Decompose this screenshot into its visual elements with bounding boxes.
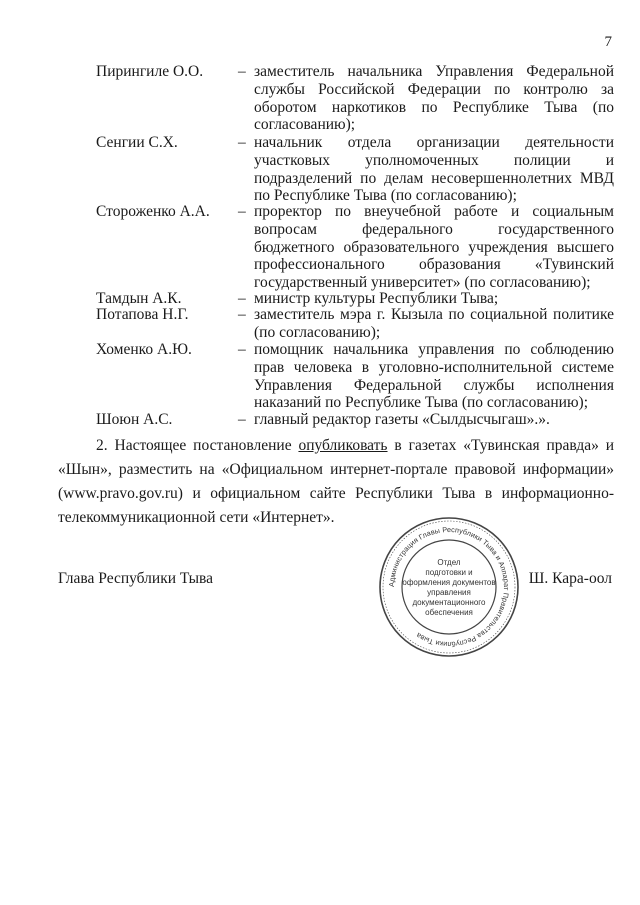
member-entry: [96, 411, 614, 429]
member-name: Сенгии С.Х.: [96, 134, 178, 151]
publication-paragraph: [58, 434, 614, 530]
stamp-center-line: управления: [427, 588, 471, 597]
member-description: заместитель мэра г. Кызыла по социальной политике (по согласованию);: [254, 306, 614, 341]
member-dash: –: [238, 290, 246, 307]
stamp-ring-text: Администрация Главы Республики Тыва и Аппарат Правительства Республики Тыва: [386, 524, 512, 650]
member-description: помощник начальника управления по соблюдению прав человека в уголовно-исполнительной системе Управления Федеральной службы исполнения наказаний по Республике Тыва (по согласованию);: [254, 341, 614, 412]
signature-position: Глава Республики Тыва: [58, 570, 214, 587]
member-description: главный редактор газеты «Сылдысчыгаш».».: [254, 411, 550, 428]
stamp-center-line: оформления документов: [402, 578, 496, 587]
member-entry: [96, 134, 614, 205]
official-stamp: [378, 516, 520, 658]
member-dash: –: [238, 306, 246, 323]
member-entry: [96, 341, 614, 412]
member-dash: –: [238, 203, 246, 220]
member-name: Стороженко А.А.: [96, 203, 210, 220]
member-name: Тамдын А.К.: [96, 290, 182, 307]
member-entry: [96, 203, 614, 292]
page-number: 7: [604, 34, 612, 50]
member-dash: –: [238, 341, 246, 358]
paragraph-underlined: опубликовать: [298, 437, 388, 454]
member-dash: –: [238, 63, 246, 80]
member-entry: [96, 63, 614, 134]
member-dash: –: [238, 134, 246, 151]
signature-name: Ш. Кара-оол: [528, 570, 612, 587]
member-name: Шоюн А.С.: [96, 411, 173, 428]
paragraph-text-cont: в газетах «Тувинская правда» и «Шын», разместить на «Официальном интернет-портале правовой информации» (www.pravo.gov.ru) и официальном сайте Республики Тыва в информационно-телекоммуникационной сети «Интернет».: [58, 437, 614, 526]
member-description: министр культуры Республики Тыва;: [254, 290, 499, 307]
member-description: заместитель начальника Управления Федеральной службы Российской Федерации по контролю за оборотом наркотиков по Республике Тыва (по согласованию);: [254, 63, 614, 134]
member-description: начальник отдела организации деятельности участковых уполномоченных полиции и подразделений по делам несовершеннолетних МВД по Республике Тыва (по согласованию);: [254, 134, 614, 205]
stamp-center-line: документационного: [412, 598, 486, 607]
member-name: Потапова Н.Г.: [96, 306, 189, 323]
member-description: проректор по внеучебной работе и социальным вопросам федерального государственного бюджетного образовательного учреждения высшего профессионального образования «Тувинский государственный университет» (по согласованию);: [254, 203, 614, 292]
stamp-center-line: подготовки и: [425, 568, 473, 577]
stamp-center-line: Отдел: [437, 558, 461, 567]
member-dash: –: [238, 411, 246, 428]
paragraph-text: 2. Настоящее постановление: [96, 437, 299, 454]
stamp-center-line: обеспечения: [425, 608, 473, 617]
member-entry: [96, 306, 614, 342]
member-name: Хоменко А.Ю.: [96, 341, 192, 358]
member-name: Пирингиле О.О.: [96, 63, 204, 80]
